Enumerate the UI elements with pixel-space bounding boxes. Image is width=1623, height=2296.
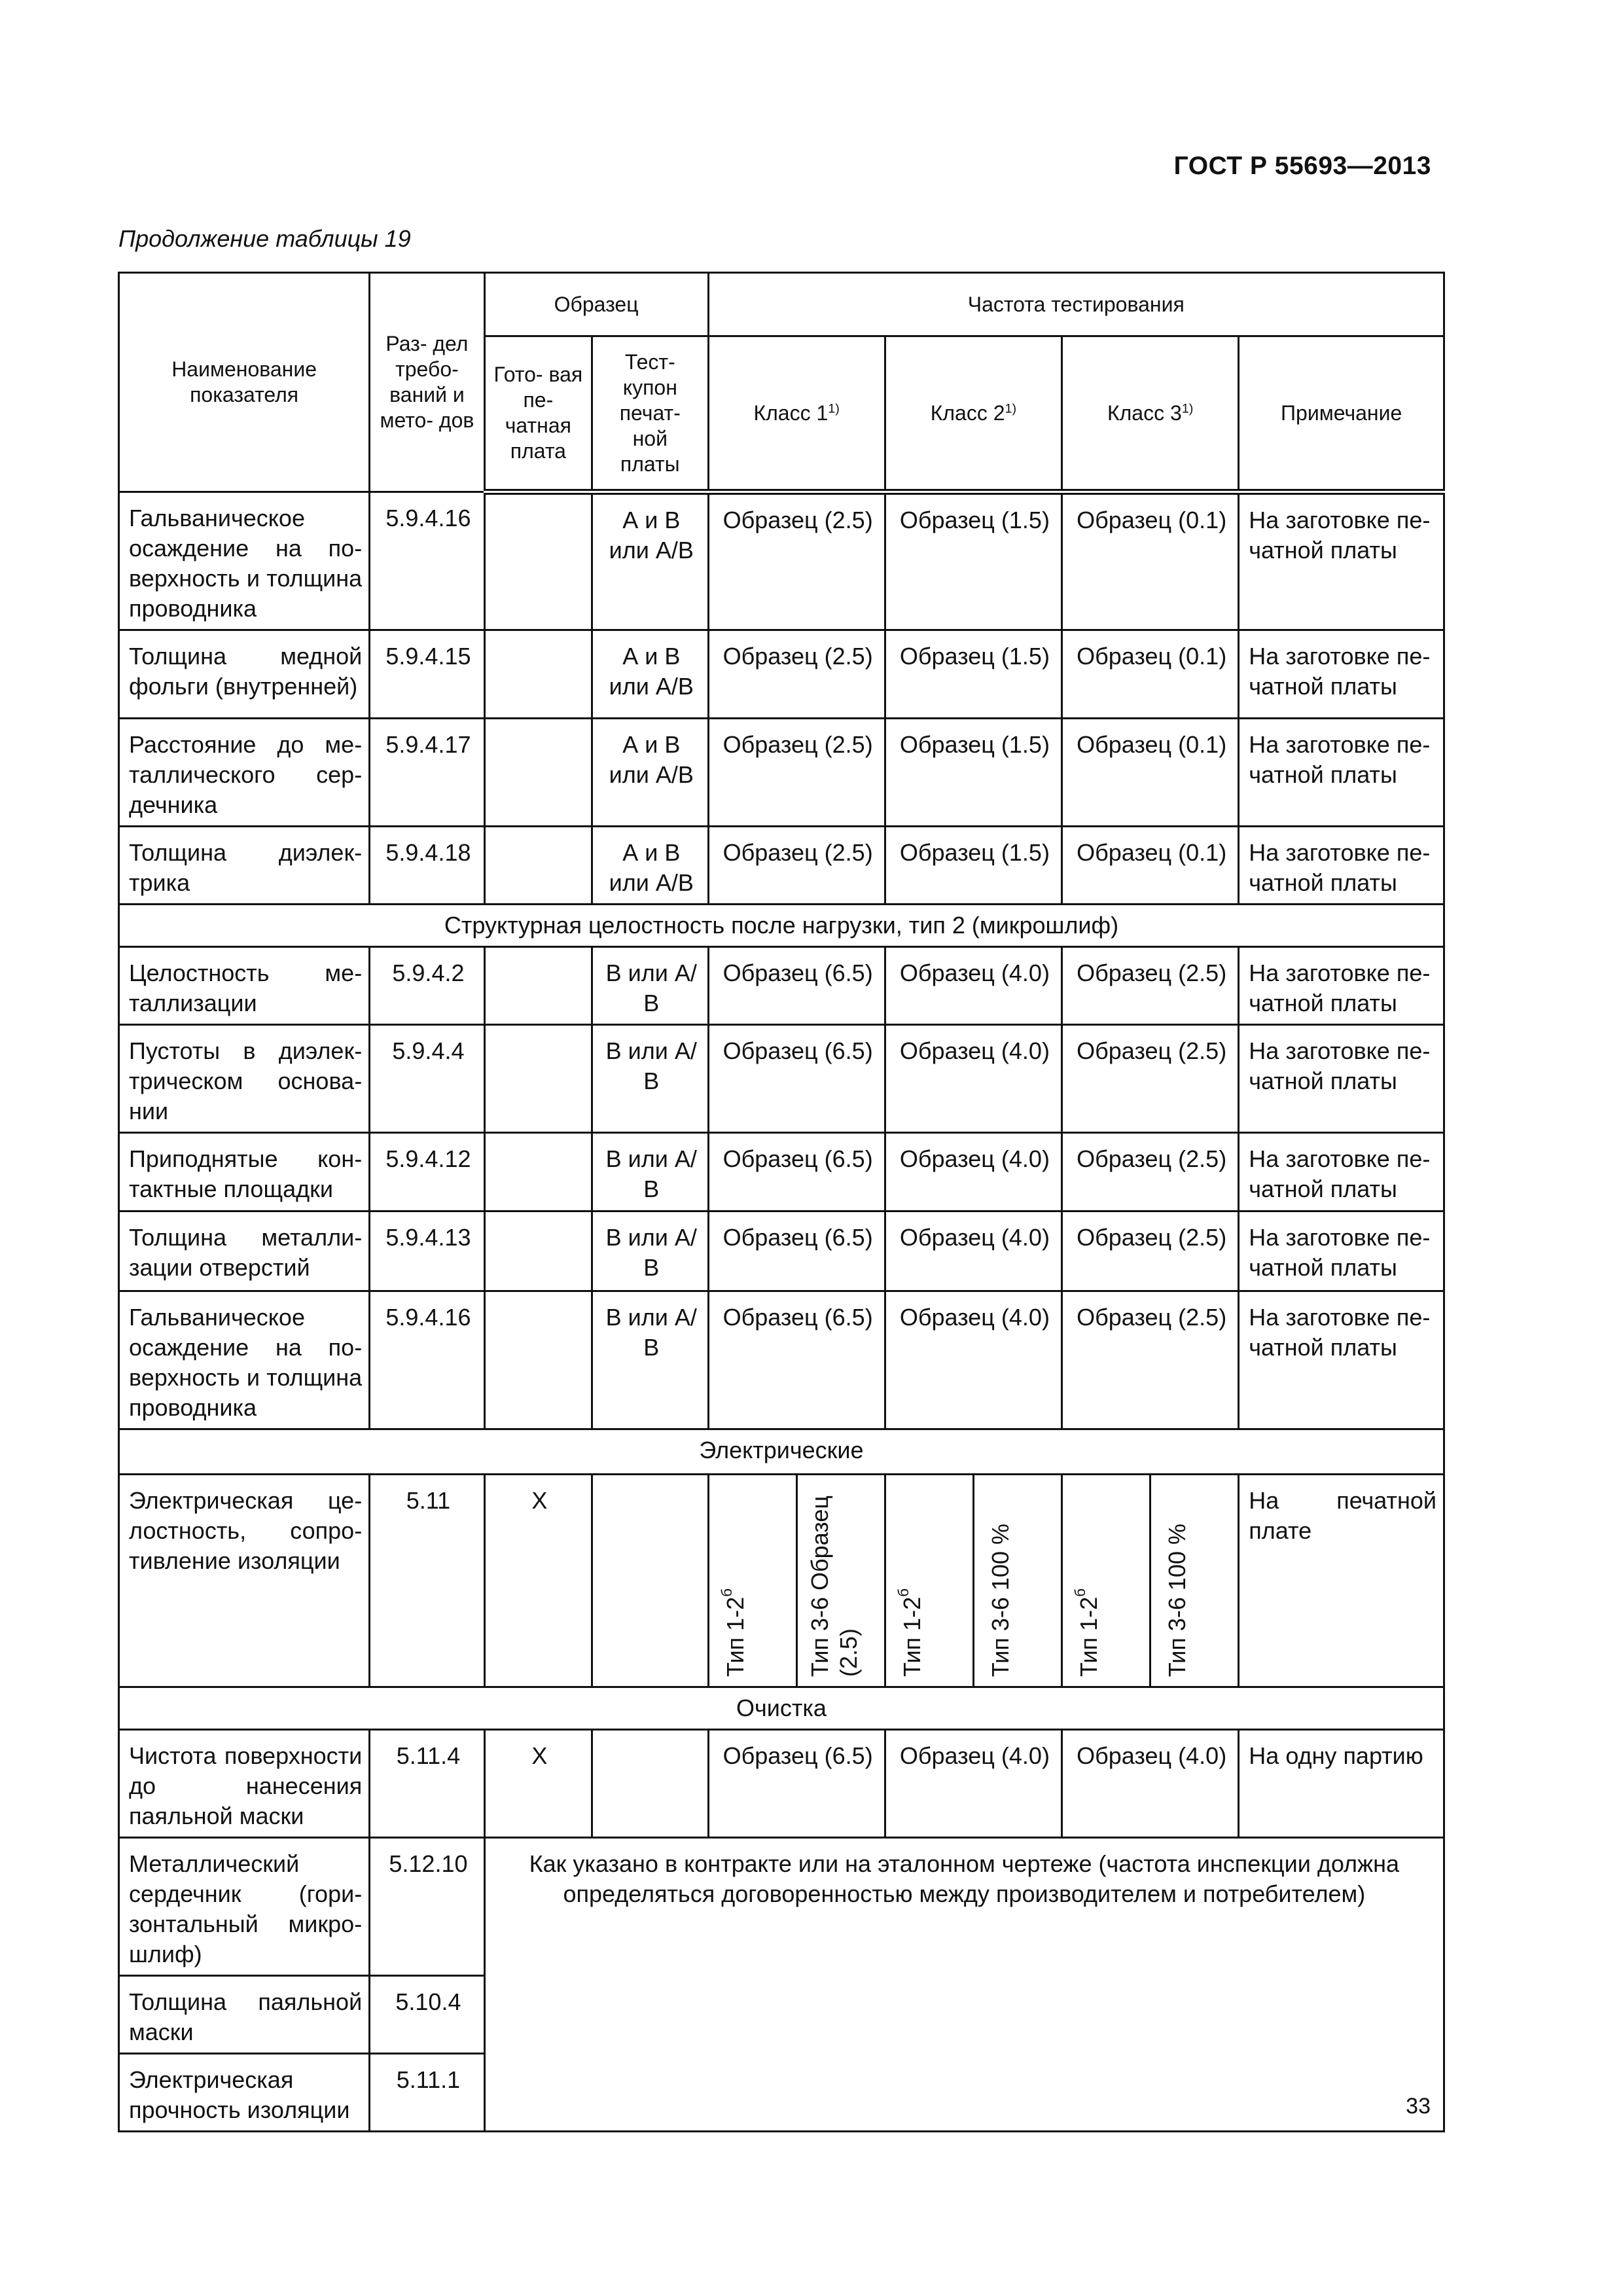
cell-name: Электрическая целостность, сопротивление изоляции — [119, 1475, 370, 1687]
cell-section: 5.9.4.12 — [370, 1133, 484, 1211]
cell-coupon — [592, 1730, 709, 1838]
cell-coupon: В или А/В — [592, 1211, 709, 1291]
standard-header: ГОСТ Р 55693—2013 — [1173, 152, 1431, 180]
cell-coupon: В или А/В — [592, 1025, 709, 1133]
cell-note: На заготовке печатной платы — [1239, 492, 1444, 630]
table-caption: Продолжение таблицы 19 — [118, 225, 411, 252]
cell-section: 5.9.4.17 — [370, 719, 484, 827]
cell-class-2: Образец (4.0) — [885, 1133, 1061, 1211]
header-section: Раз- дел требо- ваний и мето- дов — [370, 273, 484, 492]
cell-section: 5.9.4.2 — [370, 947, 484, 1025]
cell-class-3-type36: Тип 3-6 100 % — [1150, 1475, 1239, 1687]
cell-name: Гальваническое осаждение на поверхность и толщина проводника — [119, 1291, 370, 1429]
cell-name: Расстояние до металлического сердечника — [119, 719, 370, 827]
cell-class-1: Образец (2.5) — [708, 630, 885, 719]
table-row — [119, 1133, 1444, 1211]
page-number: 33 — [1406, 2094, 1431, 2119]
cell-class-3: Образец (2.5) — [1062, 1025, 1239, 1133]
cell-class-1: Образец (2.5) — [708, 492, 885, 630]
cell-section: 5.12.10 — [370, 1838, 484, 1976]
cell-finished — [484, 827, 592, 905]
cell-coupon: В или А/В — [592, 1291, 709, 1429]
header-class-3: Класс 3$^{1)}$ — [1062, 336, 1239, 492]
cell-note: На заготовке печатной платы — [1239, 1211, 1444, 1291]
cell-finished: X — [484, 1730, 592, 1838]
cell-finished — [484, 719, 592, 827]
header-class-2: Класс 2$^{1)}$ — [885, 336, 1061, 492]
cell-coupon: В или А/В — [592, 947, 709, 1025]
cell-class-2: Образец (4.0) — [885, 1291, 1061, 1429]
cell-class-1-type36: Тип 3-6 Образец (2.5) — [796, 1475, 885, 1687]
table-row — [119, 630, 1444, 719]
cell-section: 5.11.4 — [370, 1730, 484, 1838]
cell-class-1: Образец (6.5) — [708, 1133, 885, 1211]
cell-name: Металлический сердечник (горизонтальный микрошлиф) — [119, 1838, 370, 1976]
cell-note: На заготовке печатной платы — [1239, 1025, 1444, 1133]
cell-class-2-type36: Тип 3-6 100 % — [973, 1475, 1061, 1687]
cell-finished — [484, 1211, 592, 1291]
cell-finished: X — [484, 1475, 592, 1687]
header-sample: Образец — [484, 273, 708, 336]
cell-section: 5.9.4.16 — [370, 1291, 484, 1429]
header-class-1: Класс 1$^{1)}$ — [708, 336, 885, 492]
cell-coupon: В или А/В — [592, 1133, 709, 1211]
cell-class-3: Образец (2.5) — [1062, 1211, 1239, 1291]
section-row — [119, 1429, 1444, 1475]
cell-class-2: Образец (1.5) — [885, 827, 1061, 905]
cell-note: На заготовке печатной платы — [1239, 947, 1444, 1025]
table-row — [119, 827, 1444, 905]
cell-class-2: Образец (4.0) — [885, 1211, 1061, 1291]
header-name: Наименование показателя — [119, 273, 370, 492]
cell-coupon: А и В или А/В — [592, 630, 709, 719]
cell-note: На печатной плате — [1239, 1475, 1444, 1687]
table-row — [119, 1025, 1444, 1133]
cell-class-3: Образец (0.1) — [1062, 492, 1239, 630]
cell-coupon — [592, 1475, 709, 1687]
cell-note: На заготовке печатной платы — [1239, 1291, 1444, 1429]
cell-note: На заготовке печатной платы — [1239, 630, 1444, 719]
cell-merged-note: Как указано в контракте или на эталонном чертеже (частота инспекции должна определяться договоренностью между производителем и потребителем) — [484, 1838, 1444, 2132]
table-row — [119, 947, 1444, 1025]
cell-class-3: Образец (0.1) — [1062, 630, 1239, 719]
cell-name: Толщина паяльной маски — [119, 1976, 370, 2054]
cell-note: На заготовке печатной платы — [1239, 827, 1444, 905]
section-title-cleaning: Очистка — [119, 1687, 1444, 1730]
cell-coupon: А и В или А/В — [592, 719, 709, 827]
cell-class-3: Образец (0.1) — [1062, 719, 1239, 827]
section-title-structural: Структурная целостность после нагрузки, тип 2 (микрошлиф) — [119, 905, 1444, 947]
requirements-table — [118, 272, 1445, 2132]
cell-class-1: Образец (2.5) — [708, 827, 885, 905]
cell-class-3: Образец (2.5) — [1062, 947, 1239, 1025]
cell-class-1: Образец (6.5) — [708, 1291, 885, 1429]
table-row — [119, 719, 1444, 827]
cell-name: Толщина металлизации отверстий — [119, 1211, 370, 1291]
cell-note: На заготовке печатной платы — [1239, 1133, 1444, 1211]
cell-class-2: Образец (4.0) — [885, 947, 1061, 1025]
cell-finished — [484, 1133, 592, 1211]
cell-finished — [484, 947, 592, 1025]
cell-section: 5.9.4.16 — [370, 492, 484, 630]
cell-class-2: Образец (4.0) — [885, 1730, 1061, 1838]
cell-class-2-type12: Тип $1-2^б$ — [885, 1475, 973, 1687]
cell-class-3: Образец (2.5) — [1062, 1133, 1239, 1211]
cell-class-3: Образец (4.0) — [1062, 1730, 1239, 1838]
cell-class-1: Образец (2.5) — [708, 719, 885, 827]
cell-section: 5.9.4.18 — [370, 827, 484, 905]
section-row — [119, 1687, 1444, 1730]
table-row — [119, 1838, 1444, 1976]
cell-section: 5.9.4.13 — [370, 1211, 484, 1291]
cell-section: 5.9.4.4 — [370, 1025, 484, 1133]
header-test-coupon: Тест- купон печат- ной платы — [592, 336, 709, 492]
cell-name: Гальваническое осаждение на поверхность и толщина проводника — [119, 492, 370, 630]
cell-coupon: А и В или А/В — [592, 492, 709, 630]
cell-class-3-type12: Тип $1-2^б$ — [1062, 1475, 1150, 1687]
cell-name: Пустоты в диэлектрическом основании — [119, 1025, 370, 1133]
cell-name: Приподнятые контактные площадки — [119, 1133, 370, 1211]
cell-class-1-type12: Тип $1-2^б$ — [708, 1475, 796, 1687]
header-frequency: Частота тестирования — [708, 273, 1444, 336]
cell-section: 5.11.1 — [370, 2054, 484, 2132]
cell-note: На одну партию — [1239, 1730, 1444, 1838]
cell-class-1: Образец (6.5) — [708, 1730, 885, 1838]
header-finished-board: Гото- вая пе- чатная плата — [484, 336, 592, 492]
table-row — [119, 492, 1444, 630]
table-row-electrical — [119, 1475, 1444, 1687]
cell-finished — [484, 1291, 592, 1429]
cell-class-1: Образец (6.5) — [708, 947, 885, 1025]
section-row — [119, 905, 1444, 947]
section-title-electrical: Электрические — [119, 1429, 1444, 1475]
cell-class-2: Образец (4.0) — [885, 1025, 1061, 1133]
cell-class-2: Образец (1.5) — [885, 630, 1061, 719]
cell-note: На заготовке печатной платы — [1239, 719, 1444, 827]
cell-class-3: Образец (2.5) — [1062, 1291, 1239, 1429]
cell-name: Целостность металлизации — [119, 947, 370, 1025]
cell-class-3: Образец (0.1) — [1062, 827, 1239, 905]
cell-name: Толщина медной фольги (внутренней) — [119, 630, 370, 719]
cell-finished — [484, 1025, 592, 1133]
cell-name: Толщина диэлектрика — [119, 827, 370, 905]
cell-class-1: Образец (6.5) — [708, 1025, 885, 1133]
cell-finished — [484, 492, 592, 630]
header-note: Примечание — [1239, 336, 1444, 492]
cell-name: Электрическая прочность изоляции — [119, 2054, 370, 2132]
table-row — [119, 1730, 1444, 1838]
table-row — [119, 1291, 1444, 1429]
cell-name: Чистота поверхности до нанесения паяльной маски — [119, 1730, 370, 1838]
cell-class-2: Образец (1.5) — [885, 719, 1061, 827]
cell-section: 5.10.4 — [370, 1976, 484, 2054]
cell-section: 5.9.4.15 — [370, 630, 484, 719]
cell-section: 5.11 — [370, 1475, 484, 1687]
cell-class-1: Образец (6.5) — [708, 1211, 885, 1291]
table-row — [119, 1211, 1444, 1291]
cell-class-2: Образец (1.5) — [885, 492, 1061, 630]
cell-coupon: А и В или А/В — [592, 827, 709, 905]
cell-finished — [484, 630, 592, 719]
